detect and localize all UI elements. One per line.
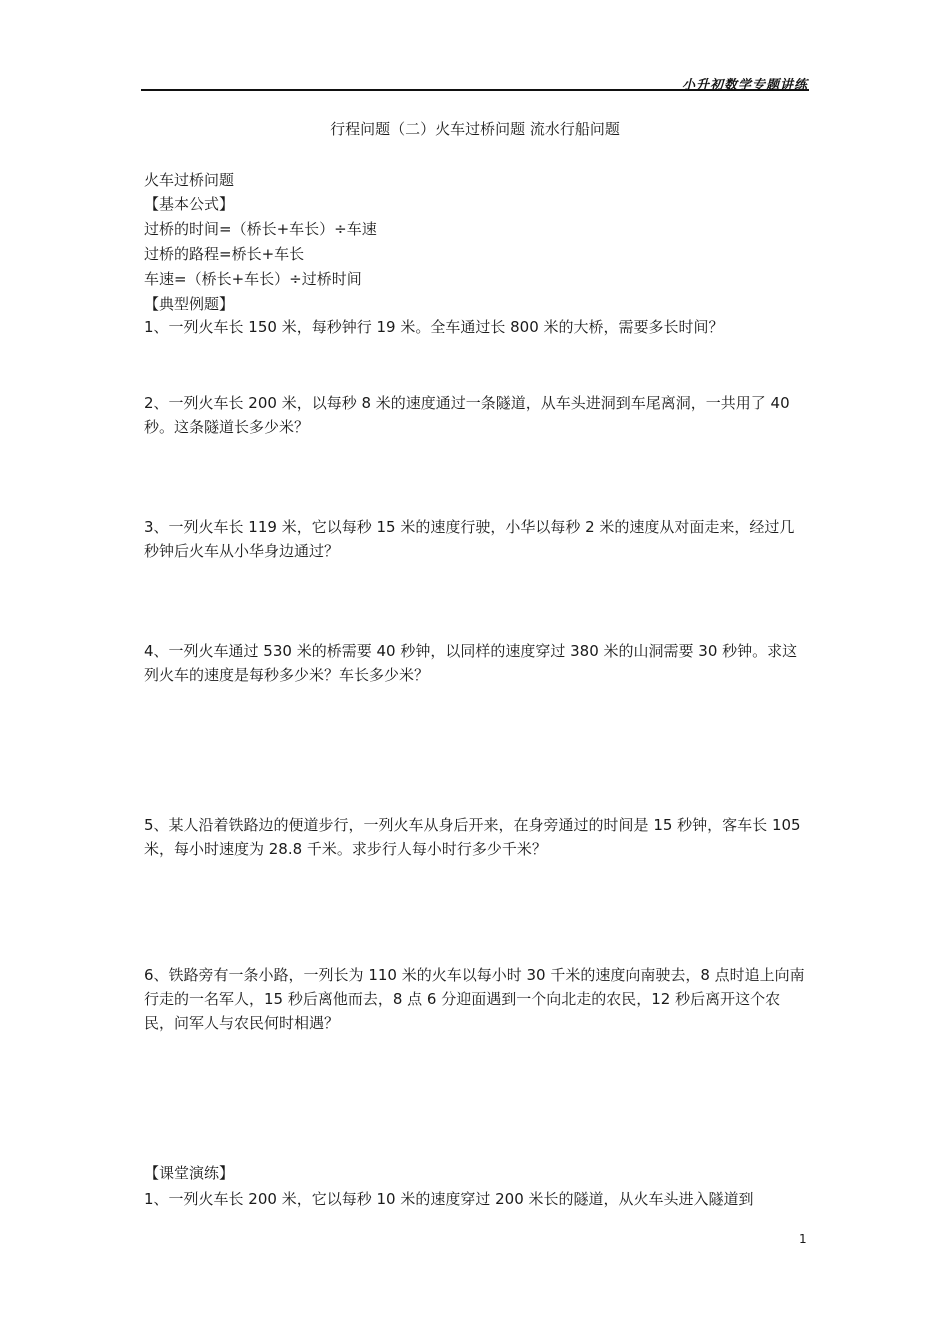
header-series-title: 小升初数学专题讲练 [681,78,808,93]
example-problem-6: 6、铁路旁有一条小路，一列长为 110 米的火车以每小时 30 千米的速度向南驶去，8 点时追上向南行走的一名军人，15 秒后离他而去，8 点 6 分迎面遇到一个向北走的农民，12 秒后离开这个农民，问军人与农民何时相遇？ [144,966,805,1032]
examples-heading: 【典型例题】 [144,295,235,313]
formula-heading: 【基本公式】 [144,195,235,213]
practice-problem-1: 1、一列火车长 200 米，它以每秒 10 米的速度穿过 200 米长的隧道，从火车头进入隧道到 [144,1190,754,1208]
formula-crossing-distance: 过桥的路程=桥长+车长 [144,245,305,263]
example-problem-2: 2、一列火车长 200 米，以每秒 8 米的速度通过一条隧道，从车头进洞到车尾离洞，一共用了 40 秒。这条隧道长多少米？ [144,394,790,436]
page-number: 1 [799,1232,807,1246]
header-rule [141,89,809,91]
example-problem-5: 5、某人沿着铁路边的便道步行，一列火车从身后开来，在身旁通过的时间是 15 秒钟，客车长 105 米，每小时速度为 28.8 千米。求步行人每小时行多少千米？ [144,816,801,858]
example-problem-4: 4、一列火车通过 530 米的桥需要 40 秒钟，以同样的速度穿过 380 米的山洞需要 30 秒钟。求这列火车的速度是每秒多少米？车长多少米？ [144,642,798,684]
example-problem-1: 1、一列火车长 150 米，每秒钟行 19 米。全车通过长 800 米的大桥，需要多长时间？ [144,318,724,336]
practice-heading: 【课堂演练】 [144,1164,235,1182]
page-title: 行程问题（二）火车过桥问题 流水行船问题 [330,120,620,138]
formula-crossing-time: 过桥的时间=（桥长+车长）÷车速 [144,220,377,238]
section-heading-train-bridge: 火车过桥问题 [144,171,235,189]
example-problem-3: 3、一列火车长 119 米，它以每秒 15 米的速度行驶，小华以每秒 2 米的速度从对面走来，经过几秒钟后火车从小华身边通过？ [144,518,795,560]
formula-train-speed: 车速=（桥长+车长）÷过桥时间 [144,270,362,288]
